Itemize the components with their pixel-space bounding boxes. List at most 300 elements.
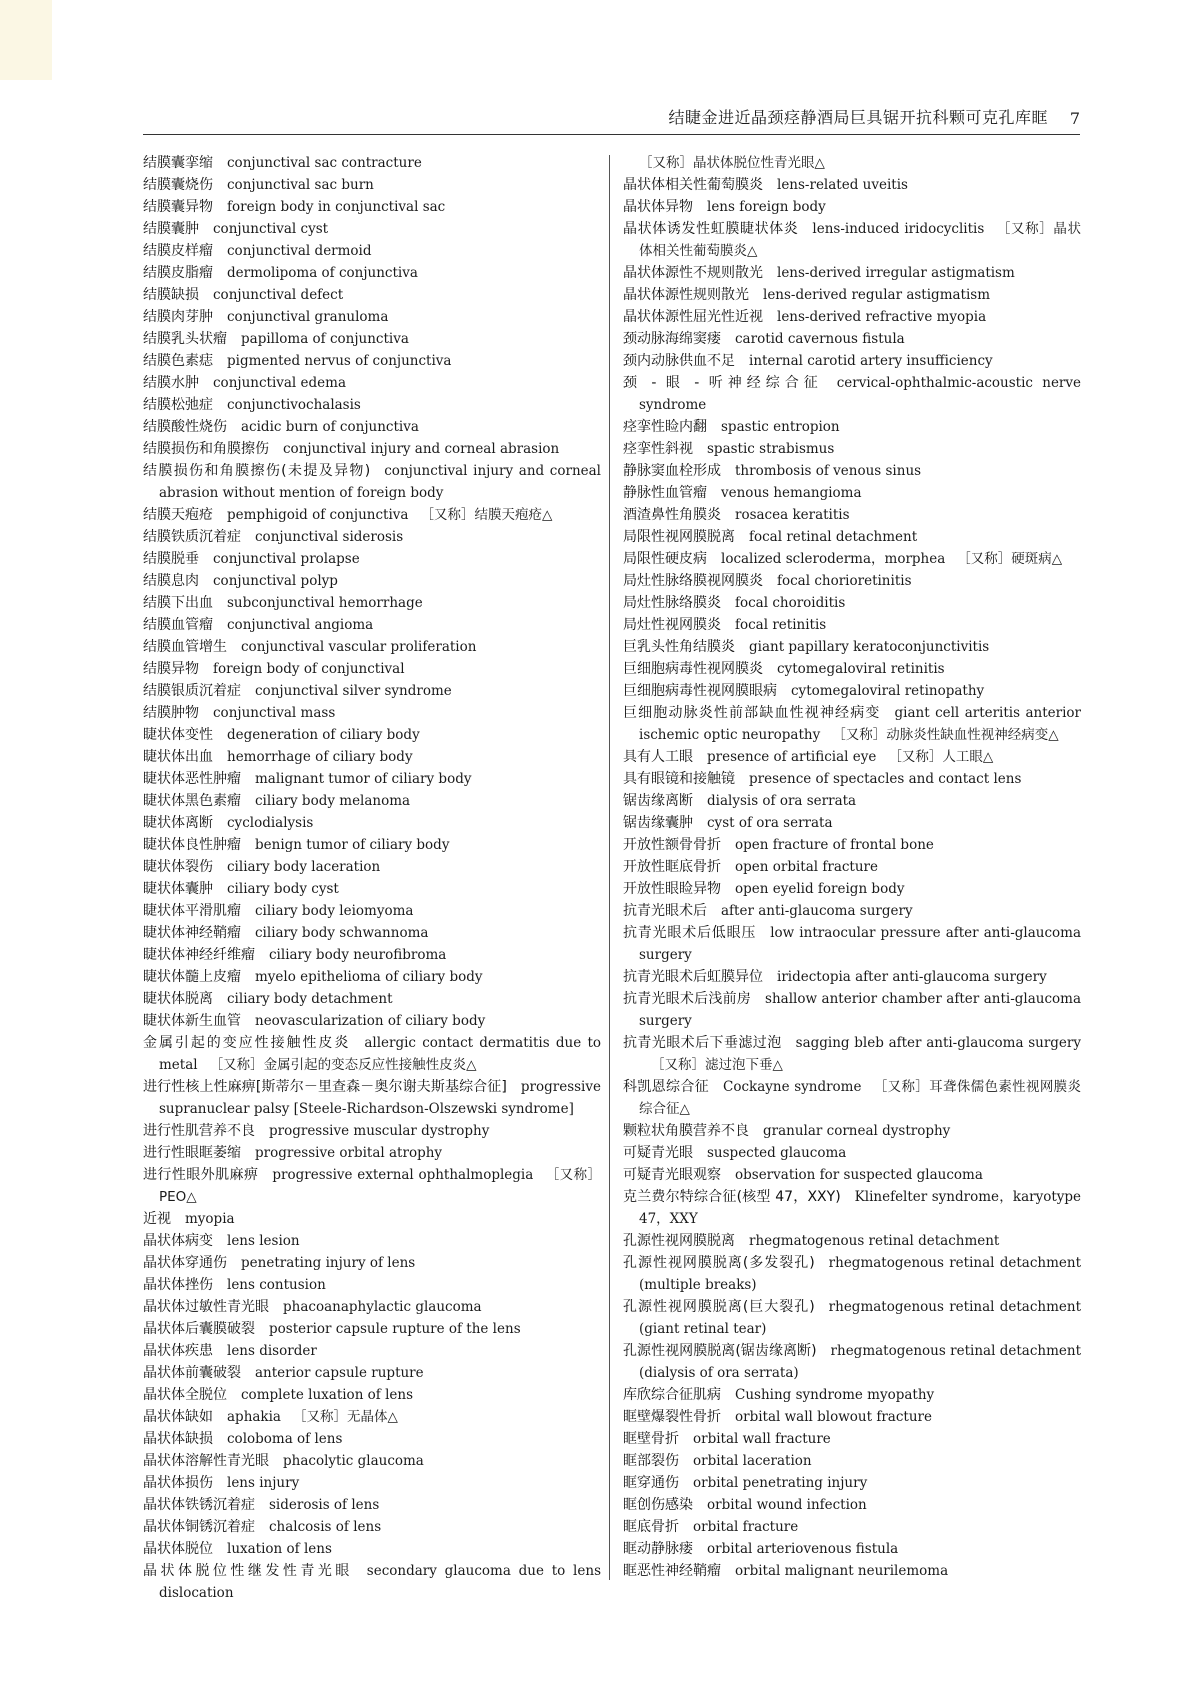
term-chinese: 结膜损伤和角膜擦伤 <box>143 441 269 457</box>
term-chinese: 抗青光眼术后下垂滤过泡 <box>623 1035 782 1051</box>
term-english: open eyelid foreign body <box>735 881 905 897</box>
glossary-entry <box>623 570 1081 592</box>
term-english: internal carotid artery insufficiency <box>749 353 993 369</box>
glossary-entry <box>623 1230 1081 1252</box>
glossary-entry <box>623 790 1081 812</box>
term-english: conjunctival siderosis <box>255 529 404 545</box>
term-chinese: 晶状体挫伤 <box>143 1277 213 1293</box>
term-english: luxation of lens <box>227 1541 332 1557</box>
term-chinese: 眶穿通伤 <box>623 1475 679 1491</box>
term-chinese: 睫状体出血 <box>143 749 213 765</box>
glossary-entry <box>143 284 601 306</box>
term-chinese: 晶状体后囊膜破裂 <box>143 1321 255 1337</box>
glossary-entry <box>143 1340 601 1362</box>
term-english: dialysis of ora serrata <box>707 793 857 809</box>
glossary-entry <box>143 922 601 944</box>
glossary-entry <box>623 548 1081 570</box>
term-alias: 人工眼△ <box>942 749 994 765</box>
alias-prefix: ［又称］ <box>888 749 943 765</box>
glossary-entry <box>623 482 1081 504</box>
glossary-entry <box>623 526 1081 548</box>
glossary-entry <box>623 504 1081 526</box>
term-english: spastic strabismus <box>707 441 835 457</box>
glossary-entry <box>623 1428 1081 1450</box>
term-chinese: 结膜损伤和角膜擦伤(未提及异物) <box>143 463 371 479</box>
glossary-entry <box>143 592 601 614</box>
term-english: sagging bleb after anti-glaucoma surgery <box>795 1035 1081 1051</box>
term-chinese: 晶状体溶解性青光眼 <box>143 1453 269 1469</box>
term-english: conjunctival injury and corneal abrasion without mention of foreign body <box>159 463 601 501</box>
term-chinese: 晶状体脱位性继发性青光眼 <box>143 1563 353 1579</box>
term-chinese: 克兰费尔特综合征(核型 47，XXY) <box>623 1189 841 1205</box>
term-chinese: 结膜缺损 <box>143 287 199 303</box>
glossary-entry <box>143 966 601 988</box>
term-english: progressive supranuclear palsy [Steele-Richardson-Olszewski syndrome] <box>159 1079 601 1117</box>
page-corner-mark <box>0 0 52 80</box>
glossary-entry <box>623 988 1081 1032</box>
term-english: cervical-ophthalmic-acoustic nerve syndrome <box>639 375 1082 413</box>
glossary-entry <box>623 922 1081 966</box>
glossary-entry <box>143 988 601 1010</box>
glossary-entry <box>143 1406 601 1428</box>
term-alias: 晶状体相关性葡萄膜炎△ <box>639 221 1081 259</box>
term-english: conjunctival edema <box>213 375 347 391</box>
term-chinese: 结膜银质沉着症 <box>143 683 241 699</box>
term-chinese: 进行性眼眶萎缩 <box>143 1145 241 1161</box>
term-chinese: 结膜色素痣 <box>143 353 213 369</box>
term-english: observation for suspected glaucoma <box>735 1167 983 1183</box>
term-chinese: 结膜铁质沉着症 <box>143 529 241 545</box>
term-chinese: 结膜血管增生 <box>143 639 227 655</box>
term-chinese: 局限性硬皮病 <box>623 551 707 567</box>
glossary-entry <box>143 240 601 262</box>
glossary-entry <box>623 1384 1081 1406</box>
glossary-entry <box>623 1032 1081 1076</box>
term-chinese: 颈 - 眼 - 听神经综合征 <box>623 375 823 391</box>
term-english: conjunctival silver syndrome <box>255 683 452 699</box>
term-english: rhegmatogenous retinal detachment <box>749 1233 1000 1249</box>
glossary-entry <box>143 856 601 878</box>
term-english: neovascularization of ciliary body <box>255 1013 486 1029</box>
glossary-entry <box>623 1406 1081 1428</box>
term-chinese: 局限性视网膜脱离 <box>623 529 735 545</box>
term-chinese: 睫状体脱离 <box>143 991 213 1007</box>
glossary-entry <box>623 1472 1081 1494</box>
term-english: lens foreign body <box>707 199 826 215</box>
term-chinese: 晶状体铁锈沉着症 <box>143 1497 255 1513</box>
glossary-entry <box>143 328 601 350</box>
alias-prefix: ［又称］ <box>292 1409 347 1425</box>
term-chinese: 睫状体良性肿瘤 <box>143 837 241 853</box>
term-chinese: 抗青光眼术后浅前房 <box>623 991 752 1007</box>
term-english: lens-derived regular astigmatism <box>763 287 991 303</box>
glossary-entry <box>143 1010 601 1032</box>
term-english: lens-induced iridocyclitis <box>812 221 985 237</box>
term-chinese: 晶状体异物 <box>623 199 693 215</box>
term-english: penetrating injury of lens <box>241 1255 416 1271</box>
term-chinese: 结膜息肉 <box>143 573 199 589</box>
term-english: cytomegaloviral retinopathy <box>791 683 985 699</box>
term-english: lens injury <box>227 1475 300 1491</box>
term-english: lens disorder <box>227 1343 317 1359</box>
term-english: ciliary body melanoma <box>255 793 411 809</box>
term-english: dermolipoma of conjunctiva <box>227 265 418 281</box>
term-chinese: 晶状体缺如 <box>143 1409 213 1425</box>
term-chinese: 晶状体缺损 <box>143 1431 213 1447</box>
term-english: conjunctival mass <box>213 705 336 721</box>
term-english: suspected glaucoma <box>707 1145 847 1161</box>
term-english: focal retinitis <box>735 617 827 633</box>
term-english: ciliary body laceration <box>227 859 381 875</box>
glossary-entry <box>143 724 601 746</box>
glossary-entry <box>143 1252 601 1274</box>
term-english: ciliary body cyst <box>227 881 339 897</box>
term-english: orbital wall blowout fracture <box>735 1409 932 1425</box>
term-chinese: 眶部裂伤 <box>623 1453 679 1469</box>
term-chinese: 睫状体神经纤维瘤 <box>143 947 255 963</box>
term-chinese: 结膜肉芽肿 <box>143 309 213 325</box>
term-english: conjunctival cyst <box>213 221 329 237</box>
term-english: coloboma of lens <box>227 1431 343 1447</box>
term-chinese: 晶状体诱发性虹膜睫状体炎 <box>623 221 799 237</box>
term-english: focal choroiditis <box>735 595 846 611</box>
term-chinese: 晶状体源性不规则散光 <box>623 265 763 281</box>
term-english: siderosis of lens <box>269 1497 380 1513</box>
term-chinese: 金属引起的变应性接触性皮炎 <box>143 1035 351 1051</box>
glossary-entry <box>623 812 1081 834</box>
glossary-entry <box>623 460 1081 482</box>
term-english: thrombosis of venous sinus <box>735 463 922 479</box>
term-chinese: 近视 <box>143 1211 171 1227</box>
term-english: pemphigoid of conjunctiva <box>227 507 409 523</box>
term-chinese: 结膜酸性烧伤 <box>143 419 227 435</box>
term-english: progressive external ophthalmoplegia <box>272 1167 534 1183</box>
term-english: presence of spectacles and contact lens <box>749 771 1022 787</box>
term-english: conjunctival dermoid <box>227 243 372 259</box>
term-english: ciliary body leiomyoma <box>255 903 414 919</box>
term-english: rhegmatogenous retinal detachment (giant retinal tear) <box>639 1299 1081 1337</box>
term-chinese: 眶底骨折 <box>623 1519 679 1535</box>
term-english: rhegmatogenous retinal detachment (dialysis of ora serrata) <box>639 1343 1081 1381</box>
term-chinese: 晶状体病变 <box>143 1233 213 1249</box>
term-chinese: 锯齿缘囊肿 <box>623 815 693 831</box>
glossary-entry <box>623 1340 1081 1384</box>
glossary-entry <box>143 1516 601 1538</box>
term-chinese: 进行性肌营养不良 <box>143 1123 255 1139</box>
glossary-entry <box>143 1450 601 1472</box>
term-chinese: 结膜血管瘤 <box>143 617 213 633</box>
term-chinese: 可疑青光眼 <box>623 1145 693 1161</box>
term-english: iridectopia after anti-glaucoma surgery <box>777 969 1047 985</box>
term-english: progressive muscular dystrophy <box>269 1123 490 1139</box>
term-chinese: 可疑青光眼观察 <box>623 1167 721 1183</box>
term-english: conjunctival angioma <box>227 617 374 633</box>
term-english: chalcosis of lens <box>269 1519 382 1535</box>
term-chinese: 晶状体铜锈沉着症 <box>143 1519 255 1535</box>
term-chinese: 睫状体恶性肿瘤 <box>143 771 241 787</box>
term-chinese: 抗青光眼术后低眼压 <box>623 925 757 941</box>
term-chinese: 睫状体离断 <box>143 815 213 831</box>
glossary-entry <box>143 944 601 966</box>
term-chinese: 睫状体新生血管 <box>143 1013 241 1029</box>
term-alias: 硬斑病△ <box>1011 551 1063 567</box>
glossary-entry <box>623 966 1081 988</box>
term-alias: 金属引起的变态反应性接触性皮炎△ <box>263 1057 477 1073</box>
glossary-entry <box>143 1274 601 1296</box>
term-english: degeneration of ciliary body <box>227 727 420 743</box>
term-chinese: 睫状体囊肿 <box>143 881 213 897</box>
term-chinese: 静脉性血管瘤 <box>623 485 707 501</box>
glossary-entry <box>623 1538 1081 1560</box>
term-english: rhegmatogenous retinal detachment (multiple breaks) <box>639 1255 1081 1293</box>
glossary-entry <box>623 702 1081 746</box>
term-english: ciliary body schwannoma <box>255 925 429 941</box>
term-english: Cockayne syndrome <box>723 1079 862 1095</box>
glossary-entry <box>143 746 601 768</box>
term-chinese: 晶状体源性屈光性近视 <box>623 309 763 325</box>
term-english: acidic burn of conjunctiva <box>241 419 419 435</box>
glossary-entry <box>143 1296 601 1318</box>
term-chinese: 巨细胞病毒性视网膜眼病 <box>623 683 777 699</box>
term-english: granular corneal dystrophy <box>763 1123 951 1139</box>
term-english: focal chorioretinitis <box>777 573 912 589</box>
alias-prefix: ［又称］ <box>957 551 1012 567</box>
term-english: hemorrhage of ciliary body <box>227 749 413 765</box>
glossary-entry <box>143 1494 601 1516</box>
glossary-entry <box>623 328 1081 350</box>
term-english: foreign body of conjunctival <box>213 661 405 677</box>
glossary-entry <box>623 636 1081 658</box>
glossary-entry <box>143 1208 601 1230</box>
glossary-entry <box>623 218 1081 262</box>
term-english: cyclodialysis <box>227 815 314 831</box>
glossary-entry <box>143 1076 601 1120</box>
glossary-entry <box>623 1252 1081 1296</box>
glossary-entry <box>143 526 601 548</box>
term-chinese: 孔源性视网膜脱离(锯齿缘离断) <box>623 1343 817 1359</box>
term-chinese: 开放性眼睑异物 <box>623 881 721 897</box>
term-english: conjunctivochalasis <box>227 397 361 413</box>
term-chinese: 晶状体前囊破裂 <box>143 1365 241 1381</box>
glossary-entry <box>623 834 1081 856</box>
term-english: subconjunctival hemorrhage <box>227 595 423 611</box>
term-chinese: 颈内动脉供血不足 <box>623 353 735 369</box>
term-english: orbital penetrating injury <box>693 1475 868 1491</box>
term-chinese: 结膜囊肿 <box>143 221 199 237</box>
term-chinese: 孔源性视网膜脱离(多发裂孔) <box>623 1255 815 1271</box>
term-chinese: 结膜乳头状瘤 <box>143 331 227 347</box>
glossary-entry <box>143 1032 601 1076</box>
glossary-entry <box>143 1318 601 1340</box>
term-chinese: 痉挛性斜视 <box>623 441 693 457</box>
term-english: orbital laceration <box>693 1453 812 1469</box>
glossary-entry <box>143 834 601 856</box>
glossary-entry <box>143 1142 601 1164</box>
term-chinese: 科凯恩综合征 <box>623 1079 710 1095</box>
glossary-entry <box>143 1384 601 1406</box>
term-english: orbital fracture <box>693 1519 799 1535</box>
glossary-entry <box>143 680 601 702</box>
term-chinese: 结膜囊挛缩 <box>143 155 213 171</box>
glossary-entry <box>143 636 601 658</box>
term-chinese: 进行性核上性麻痹[斯蒂尔－里查森－奥尔谢夫斯基综合征] <box>143 1079 507 1095</box>
term-english: shallow anterior chamber after anti-glaucoma surgery <box>639 991 1082 1029</box>
right-column <box>623 152 1081 1582</box>
term-english: cytomegaloviral retinitis <box>777 661 945 677</box>
glossary-entry <box>623 1120 1081 1142</box>
term-english: allergic contact dermatitis due to metal <box>159 1035 601 1073</box>
term-chinese: 结膜异物 <box>143 661 199 677</box>
term-chinese: 进行性眼外肌麻痹 <box>143 1167 259 1183</box>
term-chinese: 结膜天疱疮 <box>143 507 213 523</box>
term-english: phacoanaphylactic glaucoma <box>283 1299 482 1315</box>
glossary-entry <box>143 416 601 438</box>
term-chinese: 眶动静脉瘘 <box>623 1541 693 1557</box>
term-chinese: 晶状体相关性葡萄膜炎 <box>623 177 763 193</box>
glossary-entry <box>143 1428 601 1450</box>
term-chinese: 酒渣鼻性角膜炎 <box>623 507 721 523</box>
term-english: myopia <box>185 1211 235 1227</box>
alias-prefix: ［又称］ <box>651 1057 705 1073</box>
term-chinese: 眶恶性神经鞘瘤 <box>623 1563 721 1579</box>
term-english: cyst of ora serrata <box>707 815 833 831</box>
term-chinese: 眶壁爆裂性骨折 <box>623 1409 721 1425</box>
glossary-entry <box>143 1538 601 1560</box>
term-alias: 滤过泡下垂△ <box>705 1057 783 1073</box>
term-english: lens-derived irregular astigmatism <box>777 265 1015 281</box>
term-english: malignant tumor of ciliary body <box>255 771 472 787</box>
term-english: giant cell arteritis anterior ischemic optic neuropathy <box>639 705 1081 743</box>
term-chinese: 晶状体脱位 <box>143 1541 213 1557</box>
term-chinese: 睫状体黑色素瘤 <box>143 793 241 809</box>
term-chinese: 开放性眶底骨折 <box>623 859 721 875</box>
term-chinese: 睫状体平滑肌瘤 <box>143 903 241 919</box>
term-chinese: 结膜下出血 <box>143 595 213 611</box>
left-column <box>143 152 601 1604</box>
term-english: Cushing syndrome myopathy <box>735 1387 935 1403</box>
glossary-entry <box>623 1076 1081 1120</box>
header-title: 结睫金进近晶颈痉静酒局巨具锯开抗科颗可克孔库眶 <box>668 108 1048 127</box>
glossary-entry <box>623 1164 1081 1186</box>
glossary-entry <box>143 174 601 196</box>
glossary-entry <box>143 790 601 812</box>
term-english: venous hemangioma <box>721 485 862 501</box>
term-chinese: 孔源性视网膜脱离 <box>623 1233 735 1249</box>
term-english: conjunctival injury and corneal abrasion <box>283 441 560 457</box>
term-chinese: 巨乳头性角结膜炎 <box>623 639 735 655</box>
term-english: orbital wall fracture <box>693 1431 831 1447</box>
term-english: benign tumor of ciliary body <box>255 837 450 853</box>
glossary-entry <box>143 504 601 526</box>
term-english: orbital arteriovenous fistula <box>707 1541 899 1557</box>
term-chinese: 具有眼镜和接触镜 <box>623 771 735 787</box>
term-english: pigmented nervus of conjunctiva <box>227 353 452 369</box>
term-english: giant papillary keratoconjunctivitis <box>749 639 990 655</box>
glossary-entry <box>623 262 1081 284</box>
term-chinese: 局灶性脉络膜视网膜炎 <box>623 573 763 589</box>
term-english: Klinefelter syndrome，karyotype 47，XXY <box>639 1189 1082 1227</box>
term-english: open orbital fracture <box>735 859 878 875</box>
glossary-entry <box>623 174 1081 196</box>
term-chinese: 具有人工眼 <box>623 749 693 765</box>
term-chinese: 结膜皮样瘤 <box>143 243 213 259</box>
glossary-entry <box>143 1362 601 1384</box>
term-alias: 耳聋侏儒色素性视网膜炎综合征△ <box>639 1079 1082 1117</box>
term-alias: PEO△ <box>159 1189 197 1205</box>
term-english: lens lesion <box>227 1233 300 1249</box>
term-chinese: 库欣综合征肌病 <box>623 1387 721 1403</box>
term-english: aphakia <box>227 1409 281 1425</box>
glossary-entry <box>623 768 1081 790</box>
term-chinese: 痉挛性睑内翻 <box>623 419 707 435</box>
term-chinese: 眶创伤感染 <box>623 1497 693 1513</box>
glossary-entry <box>143 878 601 900</box>
glossary-entry <box>143 438 601 460</box>
glossary-entry <box>143 196 601 218</box>
glossary-entry <box>143 658 601 680</box>
term-english: open fracture of frontal bone <box>735 837 934 853</box>
term-english: papilloma of conjunctiva <box>241 331 409 347</box>
term-chinese: 巨细胞动脉炎性前部缺血性视神经病变 <box>623 705 881 721</box>
glossary-entry <box>623 900 1081 922</box>
glossary-entry <box>623 196 1081 218</box>
term-english: rosacea keratitis <box>735 507 850 523</box>
term-english: ciliary body detachment <box>227 991 393 1007</box>
term-alias: 结膜天疱疮△ <box>474 507 553 523</box>
glossary-entry <box>143 900 601 922</box>
term-english: low intraocular pressure after anti-glaucoma surgery <box>639 925 1082 963</box>
glossary-entry <box>623 1450 1081 1472</box>
continued-alias: ［又称］晶状体脱位性青光眼△ <box>639 155 825 171</box>
glossary-entry <box>143 1560 601 1604</box>
glossary-entry <box>623 1142 1081 1164</box>
term-chinese: 局灶性视网膜炎 <box>623 617 721 633</box>
glossary-entry <box>623 856 1081 878</box>
term-chinese: 晶状体损伤 <box>143 1475 213 1491</box>
term-english: posterior capsule rupture of the lens <box>269 1321 521 1337</box>
term-chinese: 结膜水肿 <box>143 375 199 391</box>
glossary-entry <box>143 460 601 504</box>
term-chinese: 开放性额骨骨折 <box>623 837 721 853</box>
term-chinese: 晶状体源性规则散光 <box>623 287 749 303</box>
term-chinese: 睫状体髓上皮瘤 <box>143 969 241 985</box>
glossary-entry <box>143 1230 601 1252</box>
term-chinese: 结膜脱垂 <box>143 551 199 567</box>
glossary-entry <box>143 548 601 570</box>
term-chinese: 抗青光眼术后 <box>623 903 707 919</box>
term-english: conjunctival granuloma <box>227 309 389 325</box>
glossary-entry <box>623 614 1081 636</box>
glossary-entry <box>623 1494 1081 1516</box>
term-english: myelo epithelioma of ciliary body <box>255 969 483 985</box>
glossary-entry <box>143 262 601 284</box>
term-chinese: 晶状体疾患 <box>143 1343 213 1359</box>
glossary-entry <box>623 438 1081 460</box>
term-chinese: 巨细胞病毒性视网膜炎 <box>623 661 763 677</box>
term-english: conjunctival polyp <box>213 573 338 589</box>
glossary-entry <box>623 1186 1081 1230</box>
column-divider <box>609 155 610 1580</box>
term-chinese: 抗青光眼术后虹膜异位 <box>623 969 763 985</box>
term-chinese: 睫状体神经鞘瘤 <box>143 925 241 941</box>
glossary-entry <box>143 570 601 592</box>
term-english: localized scleroderma，morphea <box>721 551 946 567</box>
term-chinese: 晶状体全脱位 <box>143 1387 227 1403</box>
glossary-entry <box>143 702 601 724</box>
term-english: conjunctival prolapse <box>213 551 360 567</box>
glossary-entry <box>623 746 1081 768</box>
alias-prefix: ［又称］ <box>420 507 475 523</box>
